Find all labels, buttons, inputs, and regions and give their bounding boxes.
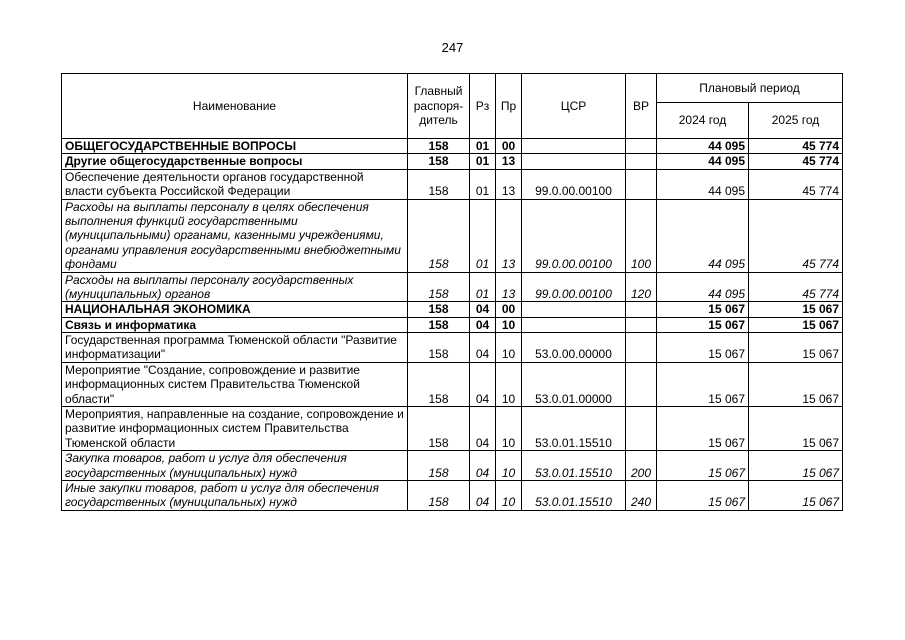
table-row: [62, 139, 843, 154]
row-rz: 01: [470, 199, 496, 272]
row-rz: 04: [470, 407, 496, 451]
row-vr: 120: [626, 272, 657, 302]
row-rz: 04: [470, 480, 496, 510]
row-name: Мероприятие "Создание, сопровождение и развитие информационных систем Правительства Тюменской области": [62, 362, 408, 406]
row-csr: 99.0.00.00100: [522, 169, 626, 199]
table-row: [62, 407, 843, 451]
row-rz: 04: [470, 362, 496, 406]
row-csr: 99.0.00.00100: [522, 199, 626, 272]
header-vr: ВР: [626, 74, 657, 139]
row-name: Связь и информатика: [62, 317, 408, 332]
row-name: Другие общегосударственные вопросы: [62, 154, 408, 169]
table-row: [62, 154, 843, 169]
header-chief: Главный распоря-дитель: [408, 74, 470, 139]
row-chief: 158: [408, 139, 470, 154]
row-csr: 53.0.01.15510: [522, 451, 626, 481]
row-csr: [522, 154, 626, 169]
row-2024: 44 095: [657, 199, 749, 272]
row-pr: 00: [496, 139, 522, 154]
header-name: Наименование: [62, 74, 408, 139]
budget-table: [61, 73, 843, 511]
row-vr: [626, 362, 657, 406]
row-2024: 44 095: [657, 169, 749, 199]
row-rz: 01: [470, 154, 496, 169]
row-2024: 15 067: [657, 407, 749, 451]
row-2024: 15 067: [657, 317, 749, 332]
row-vr: [626, 333, 657, 363]
page-number: 247: [441, 40, 464, 55]
row-chief: 158: [408, 199, 470, 272]
row-2025: 15 067: [749, 407, 843, 451]
row-2024: 44 095: [657, 272, 749, 302]
row-2025: 15 067: [749, 333, 843, 363]
header-pr: Пр: [496, 74, 522, 139]
row-2024: 15 067: [657, 302, 749, 317]
table-row: [62, 451, 843, 481]
row-vr: [626, 407, 657, 451]
row-chief: 158: [408, 302, 470, 317]
row-chief: 158: [408, 154, 470, 169]
row-name: Государственная программа Тюменской области "Развитие информатизации": [62, 333, 408, 363]
row-vr: [626, 302, 657, 317]
row-csr: 53.0.01.15510: [522, 480, 626, 510]
row-rz: 04: [470, 302, 496, 317]
table-row: [62, 199, 843, 272]
row-pr: 10: [496, 451, 522, 481]
row-csr: 53.0.00.00000: [522, 333, 626, 363]
row-2024: 44 095: [657, 154, 749, 169]
row-2024: 15 067: [657, 451, 749, 481]
row-2025: 45 774: [749, 272, 843, 302]
row-2025: 45 774: [749, 154, 843, 169]
row-2025: 15 067: [749, 317, 843, 332]
row-vr: [626, 169, 657, 199]
row-name: Расходы на выплаты персоналу в целях обеспечения выполнения функций государственными (муниципальными) органами, казенными учреждениями, органами управления государственными внебюджетными фондами: [62, 199, 408, 272]
row-pr: 00: [496, 302, 522, 317]
row-pr: 13: [496, 199, 522, 272]
table-row: [62, 317, 843, 332]
row-2025: 45 774: [749, 139, 843, 154]
row-2024: 15 067: [657, 362, 749, 406]
row-rz: 01: [470, 169, 496, 199]
row-rz: 04: [470, 333, 496, 363]
row-2025: 45 774: [749, 169, 843, 199]
row-chief: 158: [408, 451, 470, 481]
header-csr: ЦСР: [522, 74, 626, 139]
row-rz: 04: [470, 451, 496, 481]
row-2025: 15 067: [749, 302, 843, 317]
row-vr: [626, 317, 657, 332]
row-chief: 158: [408, 317, 470, 332]
row-name: Иные закупки товаров, работ и услуг для обеспечения государственных (муниципальных) нужд: [62, 480, 408, 510]
row-csr: [522, 317, 626, 332]
row-2025: 15 067: [749, 362, 843, 406]
row-chief: 158: [408, 169, 470, 199]
row-chief: 158: [408, 480, 470, 510]
header-rz: Рз: [470, 74, 496, 139]
table-row: [62, 362, 843, 406]
table-row: [62, 480, 843, 510]
row-pr: 10: [496, 362, 522, 406]
table-row: [62, 272, 843, 302]
row-2024: 15 067: [657, 480, 749, 510]
table-body: [62, 139, 843, 511]
row-chief: 158: [408, 407, 470, 451]
row-2024: 15 067: [657, 333, 749, 363]
row-csr: [522, 139, 626, 154]
row-name: НАЦИОНАЛЬНАЯ ЭКОНОМИКА: [62, 302, 408, 317]
row-chief: 158: [408, 362, 470, 406]
table-row: [62, 169, 843, 199]
row-vr: 240: [626, 480, 657, 510]
row-rz: 01: [470, 272, 496, 302]
row-name: Обеспечение деятельности органов государственной власти субъекта Российской Федерации: [62, 169, 408, 199]
row-pr: 10: [496, 317, 522, 332]
row-pr: 13: [496, 169, 522, 199]
row-csr: 53.0.01.00000: [522, 362, 626, 406]
row-pr: 10: [496, 480, 522, 510]
row-vr: 200: [626, 451, 657, 481]
header-year-2024: 2024 год: [657, 103, 749, 139]
row-pr: 10: [496, 333, 522, 363]
row-2025: 45 774: [749, 199, 843, 272]
table-row: [62, 302, 843, 317]
row-chief: 158: [408, 272, 470, 302]
row-vr: 100: [626, 199, 657, 272]
table-row: [62, 333, 843, 363]
row-name: ОБЩЕГОСУДАРСТВЕННЫЕ ВОПРОСЫ: [62, 139, 408, 154]
row-pr: 13: [496, 272, 522, 302]
row-name: Закупка товаров, работ и услуг для обеспечения государственных (муниципальных) нужд: [62, 451, 408, 481]
row-rz: 01: [470, 139, 496, 154]
row-name: Мероприятия, направленные на создание, сопровождение и развитие информационных систем Правительства Тюменской области: [62, 407, 408, 451]
row-name: Расходы на выплаты персоналу государственных (муниципальных) органов: [62, 272, 408, 302]
header-year-2025: 2025 год: [749, 103, 843, 139]
header-planned-period: Плановый период: [657, 74, 843, 103]
row-pr: 13: [496, 154, 522, 169]
row-csr: [522, 302, 626, 317]
row-csr: 99.0.00.00100: [522, 272, 626, 302]
row-vr: [626, 139, 657, 154]
row-pr: 10: [496, 407, 522, 451]
row-vr: [626, 154, 657, 169]
row-2025: 15 067: [749, 451, 843, 481]
row-csr: 53.0.01.15510: [522, 407, 626, 451]
row-chief: 158: [408, 333, 470, 363]
row-rz: 04: [470, 317, 496, 332]
row-2025: 15 067: [749, 480, 843, 510]
row-2024: 44 095: [657, 139, 749, 154]
